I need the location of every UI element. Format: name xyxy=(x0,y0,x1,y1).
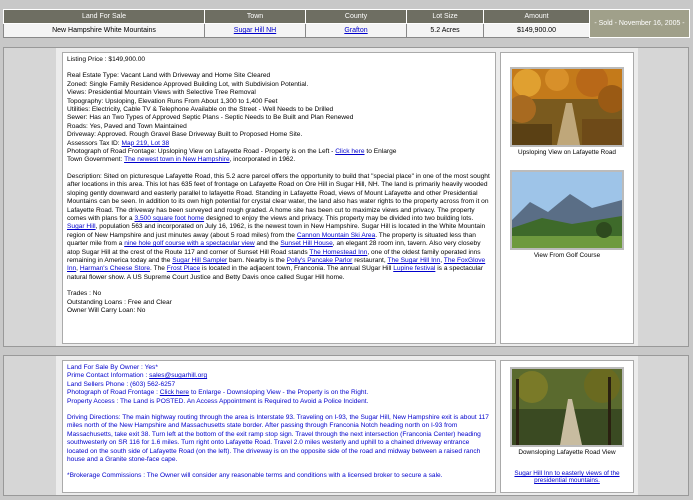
header-lot-size: Lot Size xyxy=(407,10,484,24)
lupine-festival-link[interactable]: Lupine festival xyxy=(393,265,436,273)
contact-box xyxy=(3,355,689,496)
row-town-cell xyxy=(205,24,306,38)
row-lot-size: 5.2 Acres xyxy=(407,24,484,38)
owner-line: Land For Sale By Owner : Yes* xyxy=(67,364,158,371)
row-county-cell xyxy=(306,24,407,38)
detail-line: Utilities: Electricity, Cable TV & Telephone Available on the Street - Well Needs to be Drilled xyxy=(67,106,334,114)
sunset-hill-house-link[interactable]: Sunset Hill House xyxy=(280,240,333,248)
phone-line: Land Sellers Phone : (603) 562-6257 xyxy=(67,380,176,388)
detail-line: Views: Presidential Mountain Views with Selective Tree Removal xyxy=(67,89,256,97)
detail-line: Real Estate Type: Vacant Land with Driveway and Home Site Cleared xyxy=(67,72,271,80)
detail-line: Sewer: Has an Two Types of Approved Septic Plans - Septic Needs to Be Built and Plan Renewed xyxy=(67,114,354,122)
mountain-view-image xyxy=(512,172,622,248)
golf-course-view-photo[interactable] xyxy=(510,170,624,250)
trades: Trades : No xyxy=(67,290,102,298)
photo2-caption: View From Golf Course xyxy=(533,252,601,259)
contact-photo-column xyxy=(500,360,634,493)
outstanding-loans: Outstanding Loans : Free and Clear xyxy=(67,298,172,306)
row-amount: $149,900.00 xyxy=(484,24,590,38)
sugar-hill-inn-link[interactable]: The Sugar Hill Inn xyxy=(387,256,441,264)
autumn-road-image xyxy=(512,69,622,145)
listing-price: Listing Price : $149,900.00 xyxy=(67,56,146,63)
photo-column xyxy=(500,52,634,344)
header-amount: Amount xyxy=(484,10,590,24)
prime-contact-line: Prime Contact Information : sales@sugarhill.org xyxy=(67,372,208,380)
downsloping-road-photo[interactable] xyxy=(510,367,624,447)
home-plans-link[interactable]: 3,500 square foot home xyxy=(134,214,205,222)
owner-carry-loan: Owner Will Carry Loan: No xyxy=(67,306,146,314)
listing-header-table xyxy=(3,9,690,38)
detail-line: Driveway: Approved. Rough Gravel Base Driveway Built to Proposed Home Site. xyxy=(67,131,303,139)
tax-map-link[interactable]: Map 219, Lot 38 xyxy=(121,139,170,147)
access-line: Property Access : The Land is POSTED. An Access Appointment is Required to Avoid a Police Incident. xyxy=(67,397,369,405)
header-town: Town xyxy=(205,10,306,24)
photo1-caption: Upsloping View on Lafayette Road xyxy=(518,149,616,156)
description: Description: Sited on picturesque Lafayette Road, this 5.2 acre parcel offers the opportunity to build that "special place" in one of the most sought after locations in this area. This lot has 635 feet of frontage on Lafayette Road on Ore Hill in Sugar Hill, NH. The land is primarily heavily wooded sloping gently downward and easterly parallel to lafayette Road. Standing in Lafayette Road, views of Mount Lafayette and other Presidential Mountains can be seen. In addition to its own high potential for crystal clear water, the land also has water rights to the property across from it on Lafayette Road. The driveway has been surveyed and rough graded. A home site has been cut to maximize views and privacy. The property comes with plans for a 3,500 square foot home designed to enjoy the views and privacy. This property may be divided into two building lots. Sugar Hill, population 563 and incorporated on July 16, 1962, is the newest town in New Hampshire. Sugar Hill is located in the White Mountain region of New Hampshire and just minutes away (about 5 road miles) from the Cannon Mountain Ski Area. The property is situated less than quarter mile from a nine hole golf course with a spectacular view and the Sunset Hill House, an elegant 28 room inn, tavern. Also very closeby atop Sugar Hill at the crest of the Route 117 and corner of Sunset Hill Road stands The Homestead Inn, one of the oldest family operated inns remaining in America today and the Sugar Hill Sampler barn. Nearby is the Polly's Pancake Parlor restaurant, The Sugar Hill Inn, The FoxGlove Inn, Harman's Cheese Store. The Frost Place is located in the adjacent town, Franconia. The annual SUgar Hill Lupine festival is a spectacular natural flower show. A US Supreme Court Justice and Betty Davis once called Sugar Hill home. xyxy=(67,172,490,281)
email-link[interactable]: sales@sugarhill.org xyxy=(149,372,208,380)
golf-course-link[interactable]: nine hole golf course with a spectacular view xyxy=(124,240,255,248)
sugar-hill-link[interactable]: Sugar Hill xyxy=(67,223,96,231)
frost-place-link[interactable]: Frost Place xyxy=(166,265,201,273)
upsloping-road-photo[interactable] xyxy=(510,67,624,147)
header-land-for-sale: Land For Sale xyxy=(4,10,205,24)
tax-id-line: Assessors Tax ID: Map 219, Lot 38 xyxy=(67,139,170,147)
driving-directions: Driving Directions: The main highway routing through the area is Interstate 93. Traveling on I-93, the Sugar Hill, New Hampshire exit is about 117 miles north of the New Hampshire and Massachusetts state border. After passing through Franconia Notch heading north on I-93 from Massachusetts, take exit 38. Turn left at the bottom of the exit ramp stop sign. Travel through the next intersection (Franconia Center) heading southwesterly on SR 116 for 1.6 miles. Turn right onto Lafayette Road. Travel 2.0 miles westerly and uphill to a chained driveway entrance located on the south side of Lafayette Road (on the left). The driveway is on the opposite side of the road and midway between a raised ranch house and a Granite stone-face cape. xyxy=(67,414,489,464)
listing-box xyxy=(3,47,689,347)
forest-road-image xyxy=(512,369,622,445)
harmans-cheese-link[interactable]: Harman's Cheese Store xyxy=(79,265,151,273)
detail-line: Topography: Upsloping, Elevation Runs From About 1,300 to 1,400 Feet xyxy=(67,97,278,105)
enlarge-downslope-link[interactable]: Click here xyxy=(159,389,190,397)
road-photo-line: Photograph of Road Frontage : Click here to Enlarge - Downsloping View - the Property is on the Right. xyxy=(67,389,369,397)
sugar-hill-inn-views-cell xyxy=(501,470,633,484)
cannon-mountain-link[interactable]: Cannon Mountain Ski Area xyxy=(296,231,376,239)
sugar-hill-inn-views-link[interactable]: Sugar Hill Inn to easterly views of the presidential mountains. xyxy=(514,470,620,484)
photo3-caption: Downsloping Lafayette Road View xyxy=(518,449,616,456)
row-title: New Hampshire White Mountains xyxy=(4,24,205,38)
contact-details xyxy=(62,360,496,493)
town-link[interactable]: Sugar Hill NH xyxy=(233,27,277,34)
brokerage-line: *Brokerage Commissions : The Owner will consider any reasonable terms and conditions with a licensed broker to secure a sale. xyxy=(67,472,443,480)
foxglove-inn-link[interactable]: The FoxGlove Inn xyxy=(67,256,486,273)
sugar-hill-sampler-link[interactable]: Sugar Hill Sampler xyxy=(172,256,228,264)
detail-line: Zoned: Single Family Residence Approved Building Lot, with Subdivision Potential. xyxy=(67,80,309,88)
sold-banner: - Sold - November 16, 2005 - xyxy=(590,10,690,38)
newest-town-link[interactable]: The newest town in New Hampshire xyxy=(124,156,230,164)
town-government-line: Town Government: The newest town in New Hampshire, incorporated in 1962. xyxy=(67,156,296,164)
enlarge-frontage-link[interactable]: Click here xyxy=(335,148,365,156)
header-county: County xyxy=(306,10,407,24)
frontage-line: Photograph of Road Frontage: Upsloping View on Lafayette Road - Property is on the Left - Click here to Enlarge xyxy=(67,148,397,156)
detail-line: Roads: Yes, Paved and Town Maintained xyxy=(67,122,187,130)
pollys-pancake-link[interactable]: Polly's Pancake Parlor xyxy=(286,256,353,264)
homestead-inn-link[interactable]: The Homestead Inn xyxy=(309,248,368,256)
listing-details xyxy=(62,52,496,344)
county-link[interactable]: Grafton xyxy=(344,27,368,34)
